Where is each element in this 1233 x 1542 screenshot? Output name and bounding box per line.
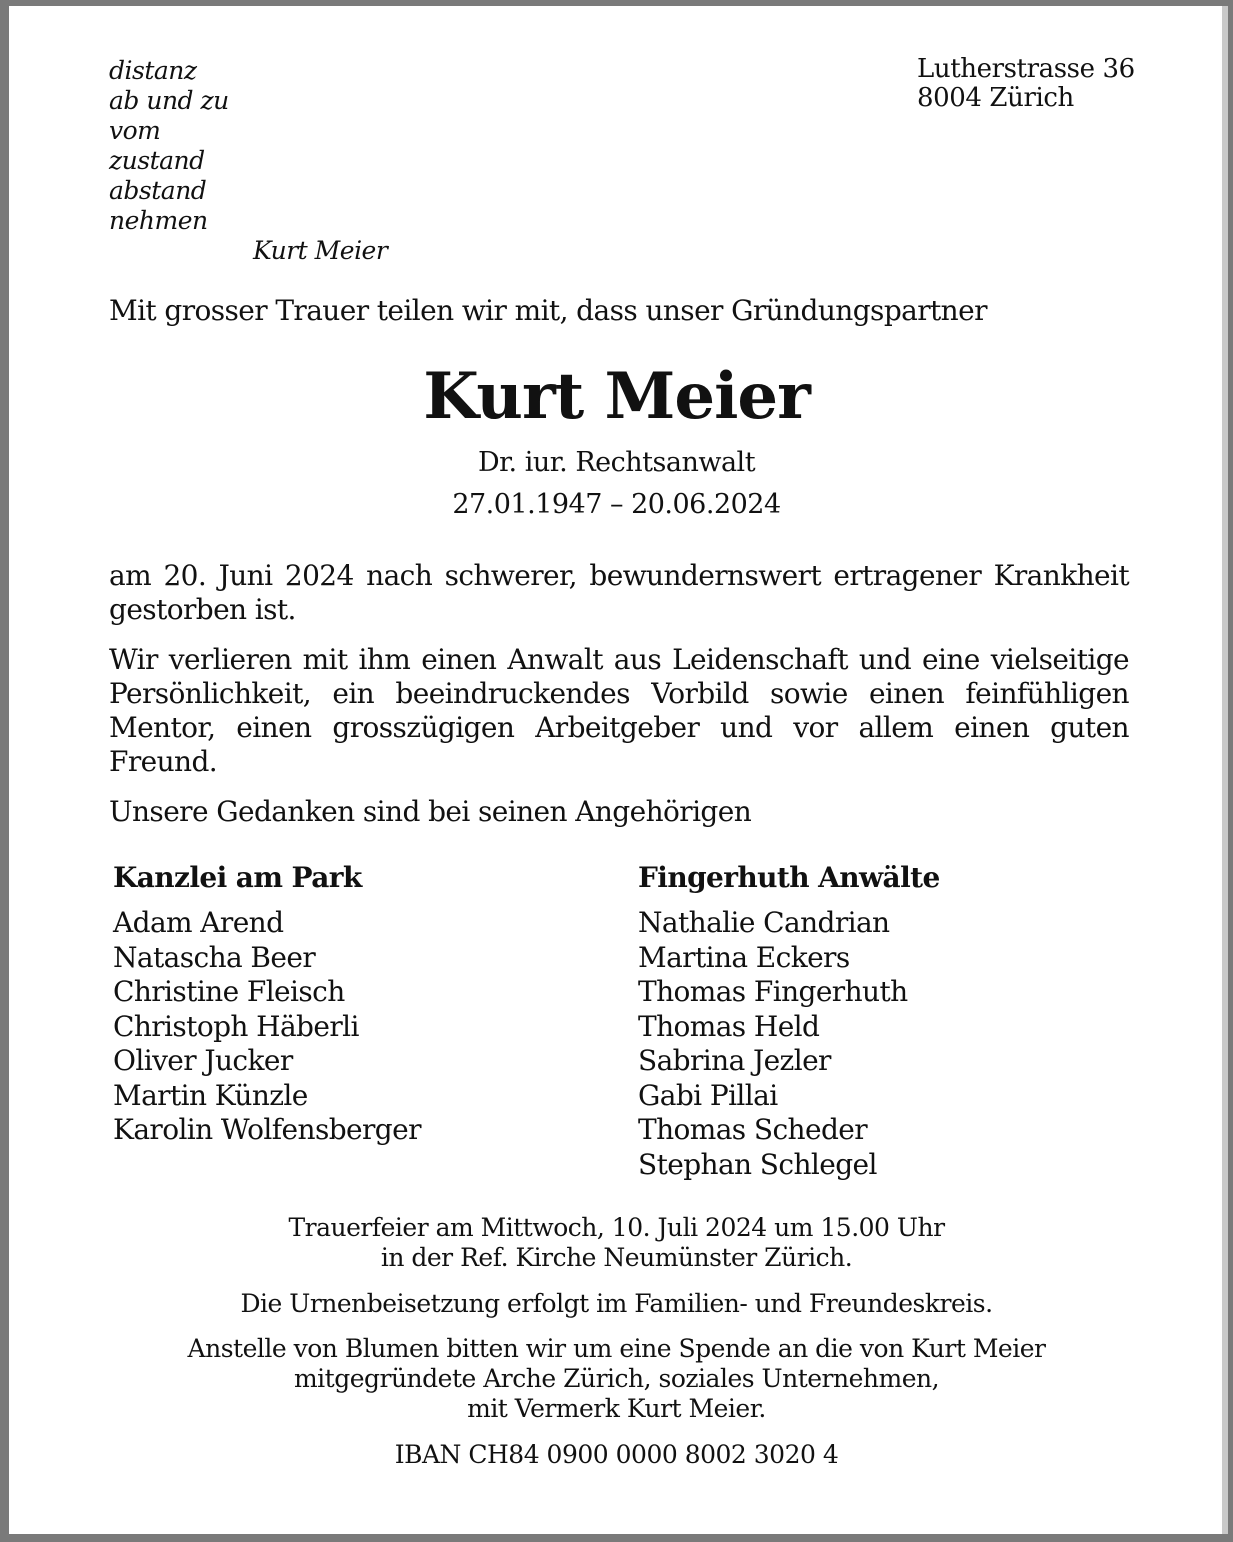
member-name: Gabi Pillai (638, 1078, 778, 1112)
member-name: Oliver Jucker (113, 1044, 293, 1077)
poem-line: zustand (109, 146, 205, 175)
member-name: Thomas Scheder (638, 1113, 868, 1146)
member-name: Thomas Fingerhuth (638, 975, 908, 1008)
iban-info (0, 1440, 1233, 1470)
deceased-dates: 27.01.1947 – 20.06.2024 (452, 489, 781, 520)
ceremony-info (0, 1213, 1233, 1273)
member-list (638, 906, 940, 1182)
donation-line: Anstelle von Blumen bitten wir um eine Spende an die von Kurt Meier (187, 1334, 1046, 1363)
member-name: Martina Eckers (638, 940, 850, 974)
member-name: Martin Künzle (113, 1078, 308, 1112)
donation-line: mitgegründete Arche Zürich, soziales Unternehmen, (293, 1364, 940, 1393)
burial-line: Die Urnenbeisetzung erfolgt im Familien- und Freundeskreis. (240, 1289, 993, 1318)
poem-line: ab und zu (109, 86, 229, 115)
ceremony-line: Trauerfeier am Mittwoch, 10. Juli 2024 um 15.00 Uhr (288, 1213, 945, 1242)
donation-line: mit Vermerk Kurt Meier. (467, 1394, 766, 1423)
paragraph-death: am 20. Juni 2024 nach schwerer, bewundernswert ertragener Krankheit gestorben ist. (109, 559, 1129, 626)
address-street: Lutherstrasse 36 (917, 54, 1135, 84)
member-name: Nathalie Candrian (638, 906, 890, 939)
firm-name: Fingerhuth Anwälte (638, 861, 940, 894)
poem (109, 56, 388, 265)
firm-column-left (113, 861, 421, 1148)
member-name: Karolin Wolfensberger (113, 1113, 421, 1146)
member-name: Sabrina Jezler (638, 1044, 831, 1077)
poem-line: vom (109, 116, 161, 145)
firm-column-right (638, 861, 940, 1182)
iban-line: IBAN CH84 0900 0000 8002 3020 4 (394, 1440, 839, 1469)
member-name: Stephan Schlegel (638, 1147, 877, 1181)
firm-name: Kanzlei am Park (113, 861, 362, 894)
member-name: Thomas Held (638, 1009, 820, 1043)
donation-info (0, 1334, 1233, 1424)
member-name: Christoph Häberli (113, 1009, 359, 1043)
paragraph-thoughts: Unsere Gedanken sind bei seinen Angehörigen (109, 795, 752, 828)
address-city: 8004 Zürich (917, 83, 1074, 113)
deceased-name: Kurt Meier (423, 359, 810, 434)
member-list (113, 906, 421, 1148)
member-name: Christine Fleisch (113, 975, 345, 1008)
poem-line: distanz (109, 56, 197, 85)
burial-info (0, 1289, 1233, 1319)
paragraph-tribute: Wir verlieren mit ihm einen Anwalt aus Leidenschaft und eine vielseitige Persönlichkeit, ein beeindruckendes Vorbild sowie einen feinfühligen Mentor, einen grosszügigen Arbeitgeber und vor allem einen guten Freund. (109, 643, 1129, 778)
intro-text: Mit grosser Trauer teilen wir mit, dass unser Gründungspartner (109, 294, 987, 327)
member-name: Natascha Beer (113, 940, 316, 974)
address (917, 55, 1135, 113)
poem-signature: Kurt Meier (253, 236, 388, 265)
member-name: Adam Arend (113, 906, 284, 939)
poem-line: abstand (109, 176, 207, 205)
ceremony-line: in der Ref. Kirche Neumünster Zürich. (380, 1243, 853, 1272)
deceased-title: Dr. iur. Rechtsanwalt (477, 447, 756, 478)
poem-line: nehmen (109, 206, 208, 235)
